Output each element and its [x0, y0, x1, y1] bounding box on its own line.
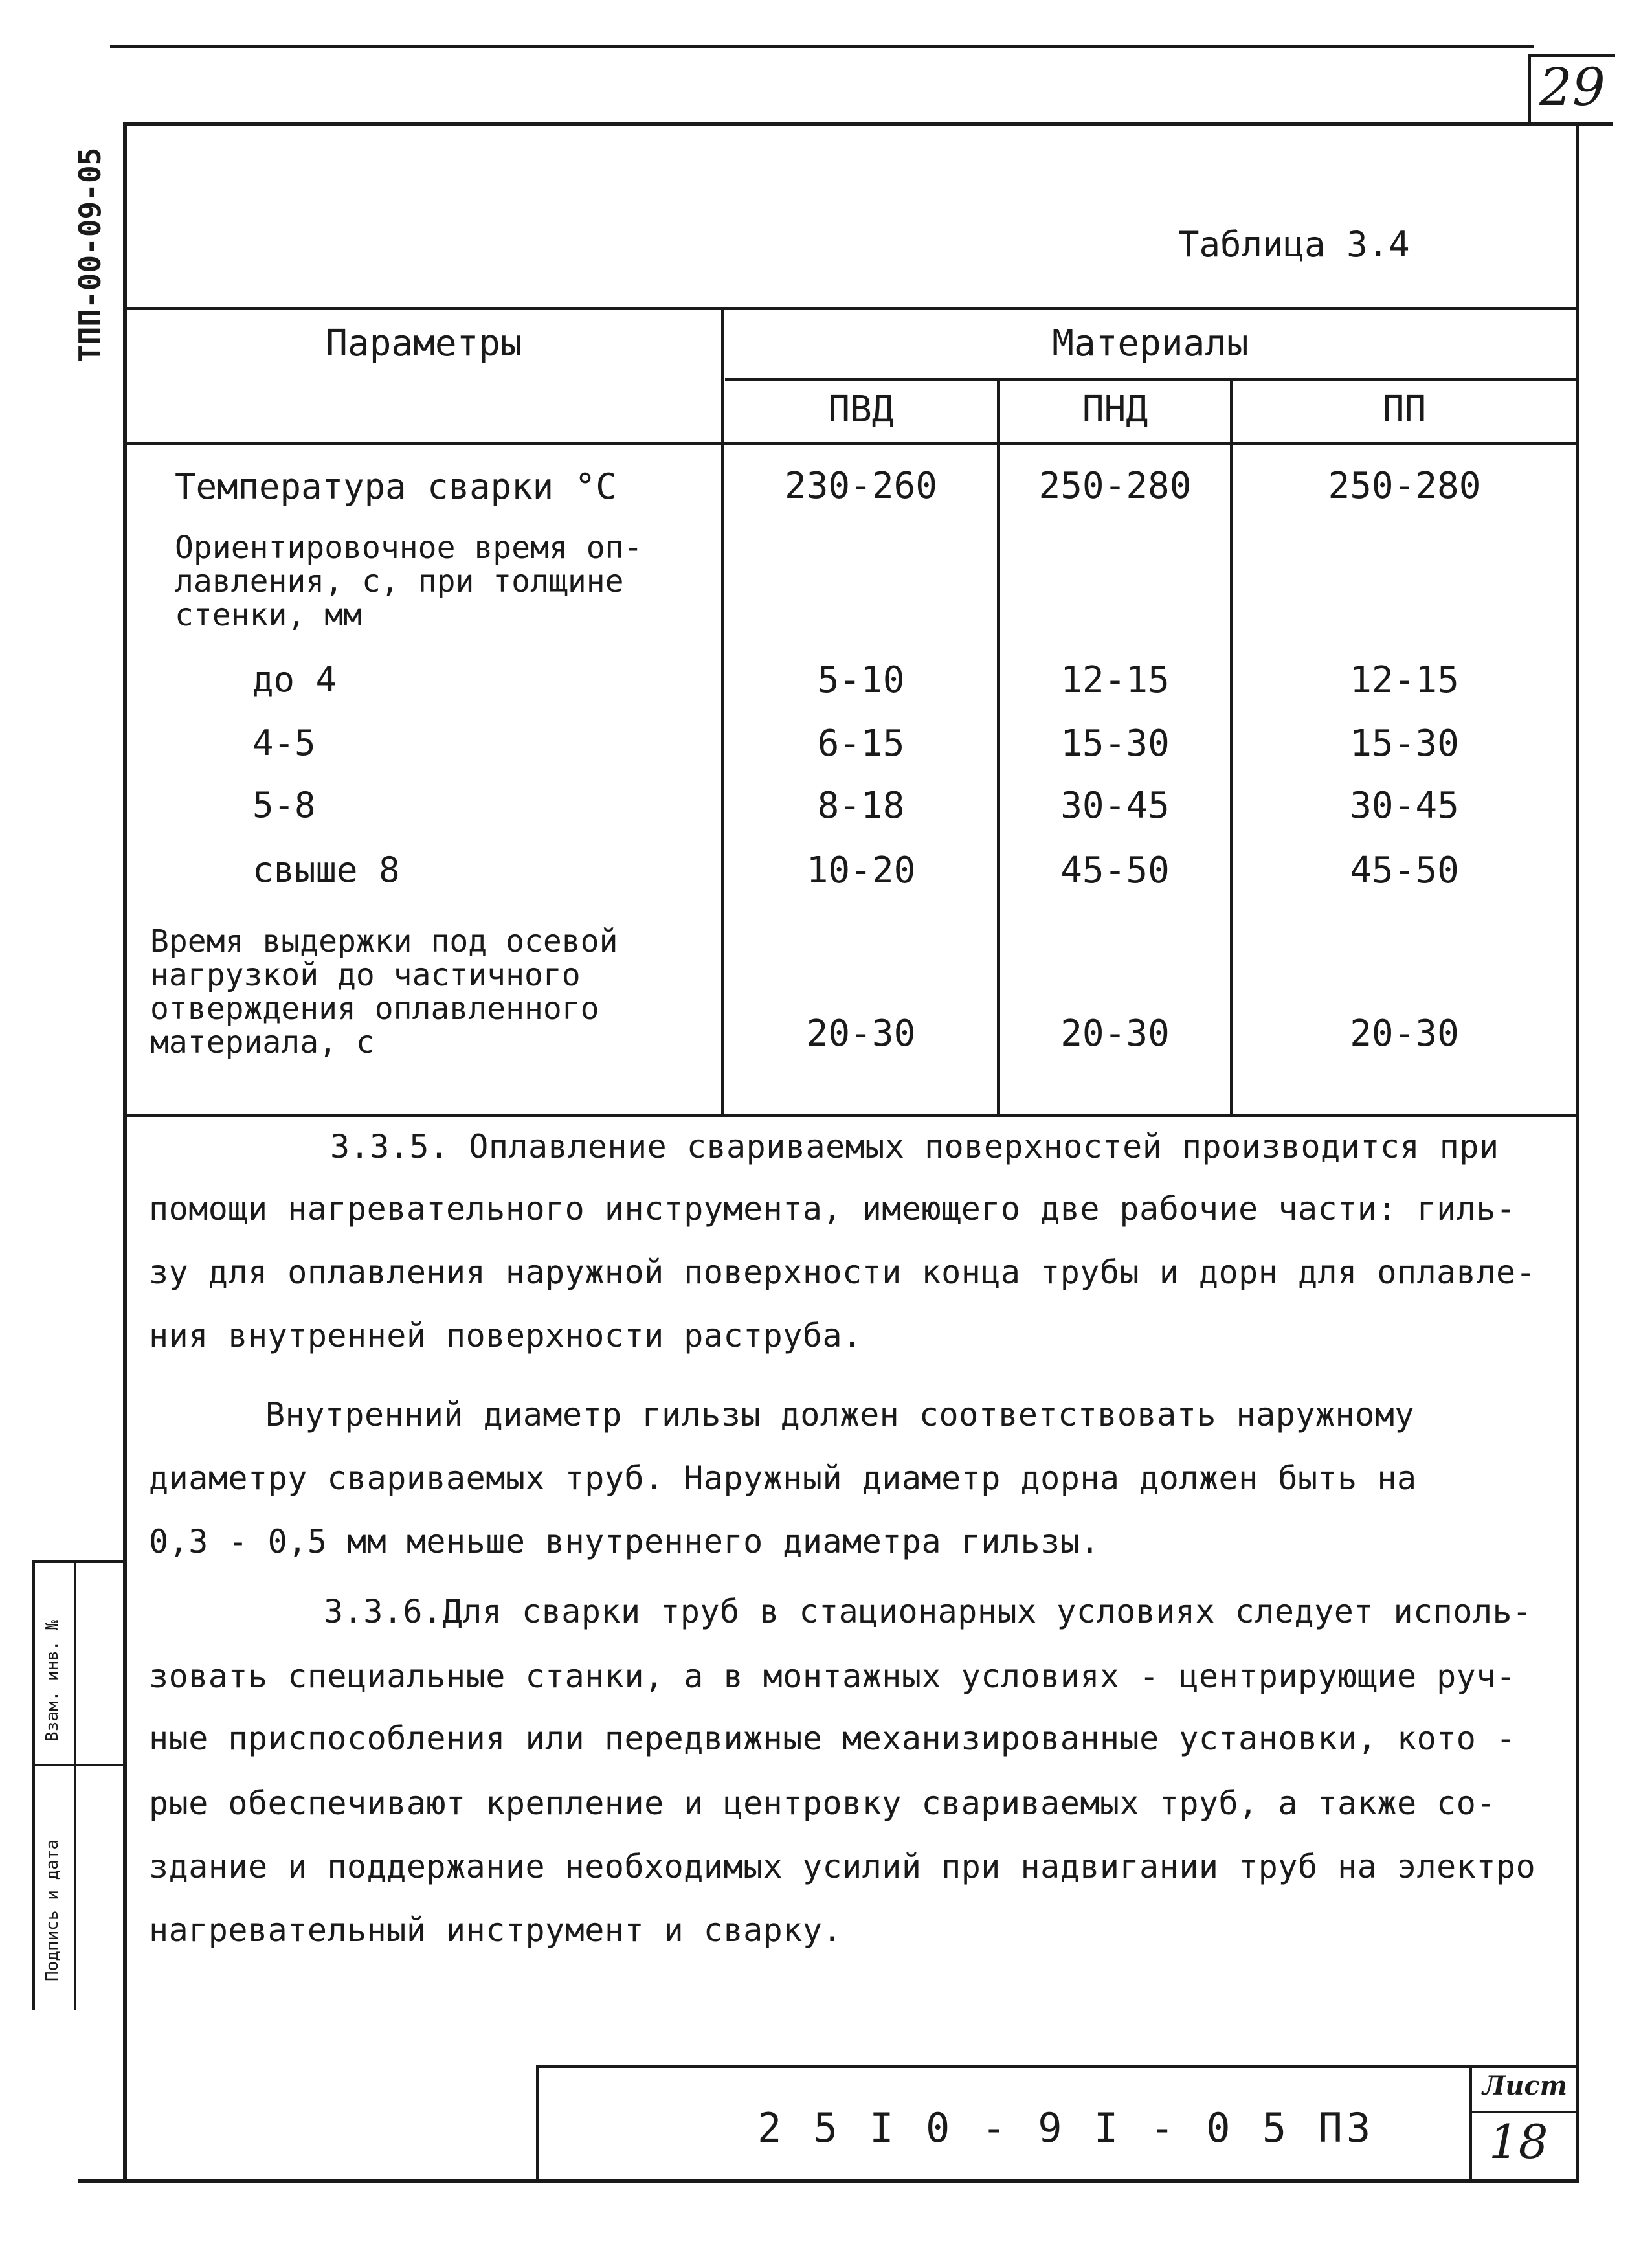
row-upto4-pvd: 5-10	[817, 659, 905, 701]
row-temperature-pnd: 250-280	[1038, 465, 1192, 507]
materials-sub-line	[725, 378, 1576, 381]
sheet-number: 18	[1489, 2115, 1548, 2169]
row-4to5-label: 4-5	[252, 723, 316, 763]
para-line-2: помощи нагревательного инструмента, имеющего две рабочие части: гиль-	[149, 1190, 1516, 1228]
sheet-label: Лист	[1482, 2071, 1568, 2101]
table-top-line	[127, 307, 1576, 310]
row-hold-time-pvd: 20-30	[806, 1013, 916, 1055]
row-melt-time-label: Ориентировочное время оп- лавления, с, при толщине стенки, мм	[175, 530, 643, 633]
para-line-11: рые обеспечивают крепление и центровку свариваемых труб, а также со-	[149, 1784, 1496, 1822]
para-line-10: ные приспособления или передвижные механизированные установки, кото -	[149, 1720, 1516, 1757]
row-temperature-pp: 250-280	[1328, 465, 1481, 507]
row-over8-pp: 45-50	[1350, 849, 1459, 892]
stamp-sheet-divider	[1469, 2065, 1472, 2182]
row-upto4-label: до 4	[252, 659, 337, 700]
header-pvd: ПВД	[828, 388, 894, 431]
row-5to8-pp: 30-45	[1350, 785, 1459, 827]
page-number: 29	[1539, 57, 1605, 117]
para-line-3: зу для оплавления наружной поверхности конца трубы и дорн для оплавле-	[149, 1253, 1536, 1291]
row-4to5-pp: 15-30	[1350, 723, 1459, 765]
row-5to8-pvd: 8-18	[817, 785, 905, 827]
para-line-1: 3.3.5. Оплавление свариваемых поверхностей производится при	[330, 1128, 1499, 1165]
para-line-8: 3.3.6.Для сварки труб в стационарных условиях следует исполь-	[324, 1593, 1532, 1630]
para-line-5: Внутренний диаметр гильзы должен соответствовать наружному	[265, 1396, 1414, 1433]
frame-right	[1576, 122, 1579, 2181]
left-margin-divider	[35, 1764, 126, 1766]
row-hold-time-pnd: 20-30	[1060, 1013, 1170, 1055]
stamp-top-line	[536, 2065, 1576, 2068]
para-line-4: ния внутренней поверхности раструба.	[149, 1317, 862, 1354]
row-upto4-pp: 12-15	[1350, 659, 1459, 701]
para-line-7: 0,3 - 0,5 мм меньше внутреннего диаметра гильзы.	[149, 1523, 1100, 1560]
header-params: Параметры	[326, 322, 522, 365]
sign-label: Подпись и дата	[43, 1839, 62, 1981]
row-over8-pnd: 45-50	[1060, 849, 1170, 892]
header-materials: Материалы	[1052, 322, 1249, 365]
row-temperature-label: Температура сварки °С	[175, 466, 617, 507]
row-upto4-pnd: 12-15	[1060, 659, 1170, 701]
row-hold-time-label: Время выдержки под осевой нагрузкой до частичного отверждения оплавленного материала, с	[150, 923, 618, 1061]
row-temperature-pvd: 230-260	[784, 465, 937, 507]
stamp-sheet-hline	[1469, 2111, 1576, 2113]
row-4to5-pnd: 15-30	[1060, 723, 1170, 765]
para-line-9: зовать специальные станки, а в монтажных условиях - центрирующие руч-	[149, 1658, 1516, 1695]
col-divider-1	[721, 307, 724, 1116]
header-pnd: ПНД	[1082, 388, 1148, 431]
left-margin-inner-line	[74, 1563, 76, 2010]
row-hold-time-pp: 20-30	[1350, 1013, 1459, 1055]
header-pp: ПП	[1382, 388, 1427, 431]
para-line-13: нагревательный инструмент и сварку.	[149, 1911, 843, 1949]
table-bottom-line	[127, 1114, 1576, 1117]
top-rule	[110, 45, 1534, 48]
row-5to8-label: 5-8	[252, 785, 316, 826]
inv-label: Взам. инв. №	[43, 1620, 62, 1742]
row-over8-pvd: 10-20	[806, 849, 916, 892]
frame-bottom	[78, 2179, 1579, 2183]
stamp-left-line	[536, 2065, 539, 2182]
frame-top	[123, 122, 1613, 126]
doc-code: 2 5 I 0 - 9 I - 0 5 ПЗ	[757, 2104, 1375, 2152]
table-caption: Таблица 3.4	[1178, 224, 1410, 265]
row-4to5-pvd: 6-15	[817, 723, 905, 765]
row-over8-label: свыше 8	[252, 849, 400, 890]
para-line-12: здание и поддержание необходимых усилий при надвигании труб на электро	[149, 1848, 1536, 1885]
table-header-bottom	[127, 442, 1576, 445]
para-line-6: диаметру свариваемых труб. Наружный диаметр дорна должен быть на	[149, 1459, 1417, 1497]
side-code: ТПП-00-09-05	[73, 147, 107, 363]
row-5to8-pnd: 30-45	[1060, 785, 1170, 827]
